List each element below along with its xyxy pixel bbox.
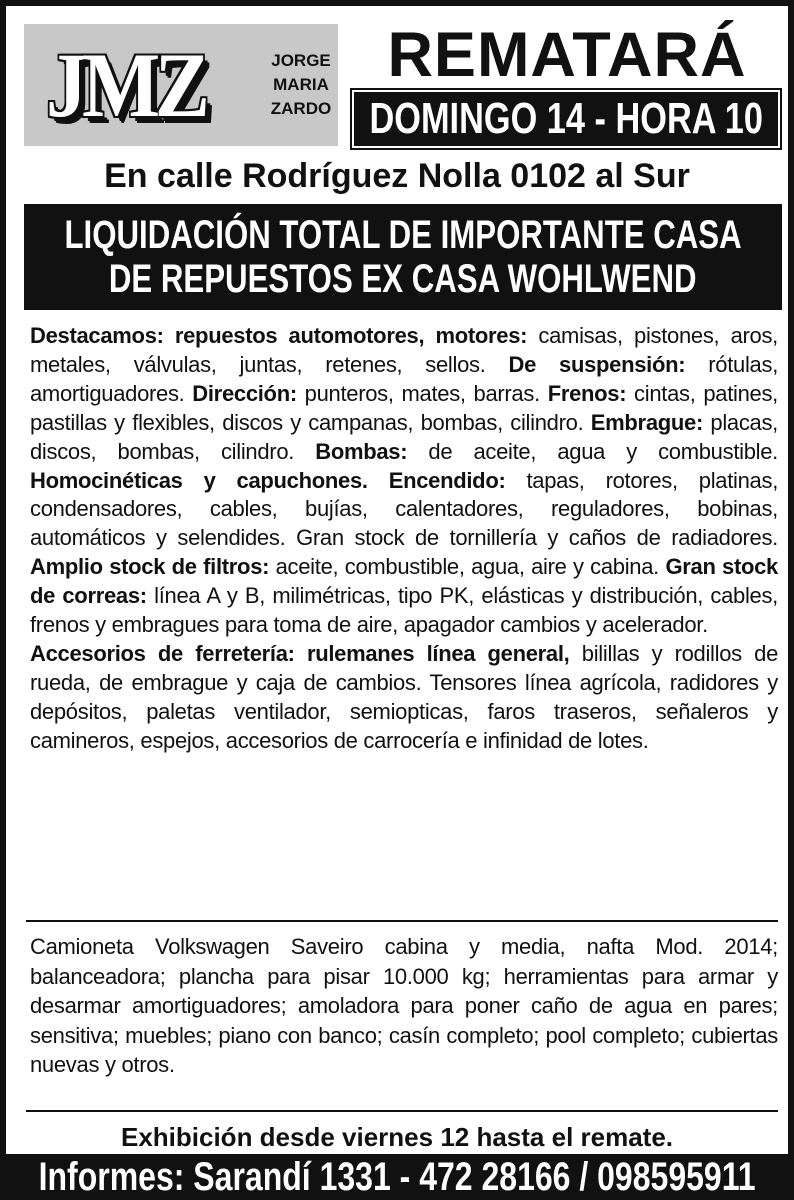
- category-label: Homocinéticas y capuchones.: [30, 467, 368, 493]
- category-label: Amplio stock de filtros:: [30, 554, 270, 580]
- category-items: [368, 468, 389, 493]
- category-label: Encendido:: [388, 467, 506, 493]
- category-items: camisas, pistones, aros, metales, válvulas, juntas, retenes, sellos.: [30, 323, 778, 377]
- category-label: Frenos:: [547, 380, 627, 406]
- logo-name-line: ZARDO: [270, 99, 332, 118]
- category-label: Embrague:: [590, 409, 703, 435]
- date-time-text: DOMINGO 14 - HORA 10: [369, 94, 763, 143]
- logo-owner-name: [266, 49, 336, 121]
- details-text: [30, 322, 778, 756]
- category-label: De suspensión:: [508, 351, 686, 377]
- headline: REMATARÁ: [387, 20, 747, 90]
- category-items: línea A y B, milimétricas, tipo PK, elásticas y distribución, cables, frenos y embragues para toma de aire, apagador cambios y acelerador.: [30, 583, 778, 638]
- category-items: punteros, mates, barras.: [296, 380, 548, 406]
- category-items: cintas, patines, pastillas y flexibles, discos y campanas, bombas, cilindro.: [30, 380, 778, 435]
- category-label: Accesorios de ferretería: rulemanes línea general,: [30, 640, 570, 666]
- logo-name-line: MARIA: [273, 75, 329, 94]
- details-paragraph: [30, 640, 778, 756]
- category-items: tapas, rotores, platinas, condensadores, cables, bujías, calentadores, reguladores, bobinas, automáticos y selendides. Gran stock de tornillería y caños de radiadores.: [30, 467, 779, 551]
- banner-line: LIQUIDACIÓN TOTAL DE IMPORTANTE CASA: [64, 213, 742, 257]
- category-label: Dirección:: [192, 380, 297, 406]
- title-banner: [24, 204, 782, 310]
- exhibition-note: Exhibición desde viernes 12 hasta el remate.: [120, 1122, 674, 1152]
- contact-text: Informes: Sarandí 1331 - 472 28166 / 098595911: [38, 1155, 756, 1199]
- logo-mark: JMZ: [46, 34, 205, 136]
- category-items: bilillas y rodillos de rueda, de embrague y caja de cambios. Tensores línea agrícola, radidores y depósitos, paletas ventilador, semiopticas, faros traseros, señaleros y camineros, espejos, accesorios de carrocería e infinidad de lotes.: [30, 640, 779, 753]
- divider: [26, 920, 778, 922]
- category-items: rótulas, amortiguadores.: [30, 351, 779, 406]
- category-label: Bombas:: [315, 438, 408, 464]
- address: En calle Rodríguez Nolla 0102 al Sur: [104, 157, 690, 195]
- date-bar: [352, 90, 780, 148]
- category-label: Destacamos: repuestos automotores, motores:: [30, 323, 528, 348]
- logo-name-line: JORGE: [271, 51, 331, 70]
- category-items: de aceite, agua y combustible.: [407, 438, 778, 464]
- category-label: Gran stock de correas:: [30, 554, 778, 609]
- contact-footer: [6, 1154, 788, 1200]
- banner-line: DE REPUESTOS EX CASA WOHLWEND: [109, 257, 697, 301]
- details-paragraph: [30, 322, 778, 640]
- divider: [26, 1110, 778, 1112]
- category-items: aceite, combustible, agua, aire y cabina.: [269, 554, 666, 580]
- vehicle-and-tools-text: Camioneta Volkswagen Saveiro cabina y media, nafta Mod. 2014; balanceadora; plancha para pisar 10.000 kg; herramientas para armar y desarmar amortiguadores; amoladora para poner caño de agua en pares; sensitiva; muebles; piano con banco; casín completo; pool completo; cubiertas nuevas y otros.: [30, 934, 778, 1078]
- category-items: placas, discos, bombas, cilindro.: [30, 409, 778, 464]
- logo: [24, 24, 338, 146]
